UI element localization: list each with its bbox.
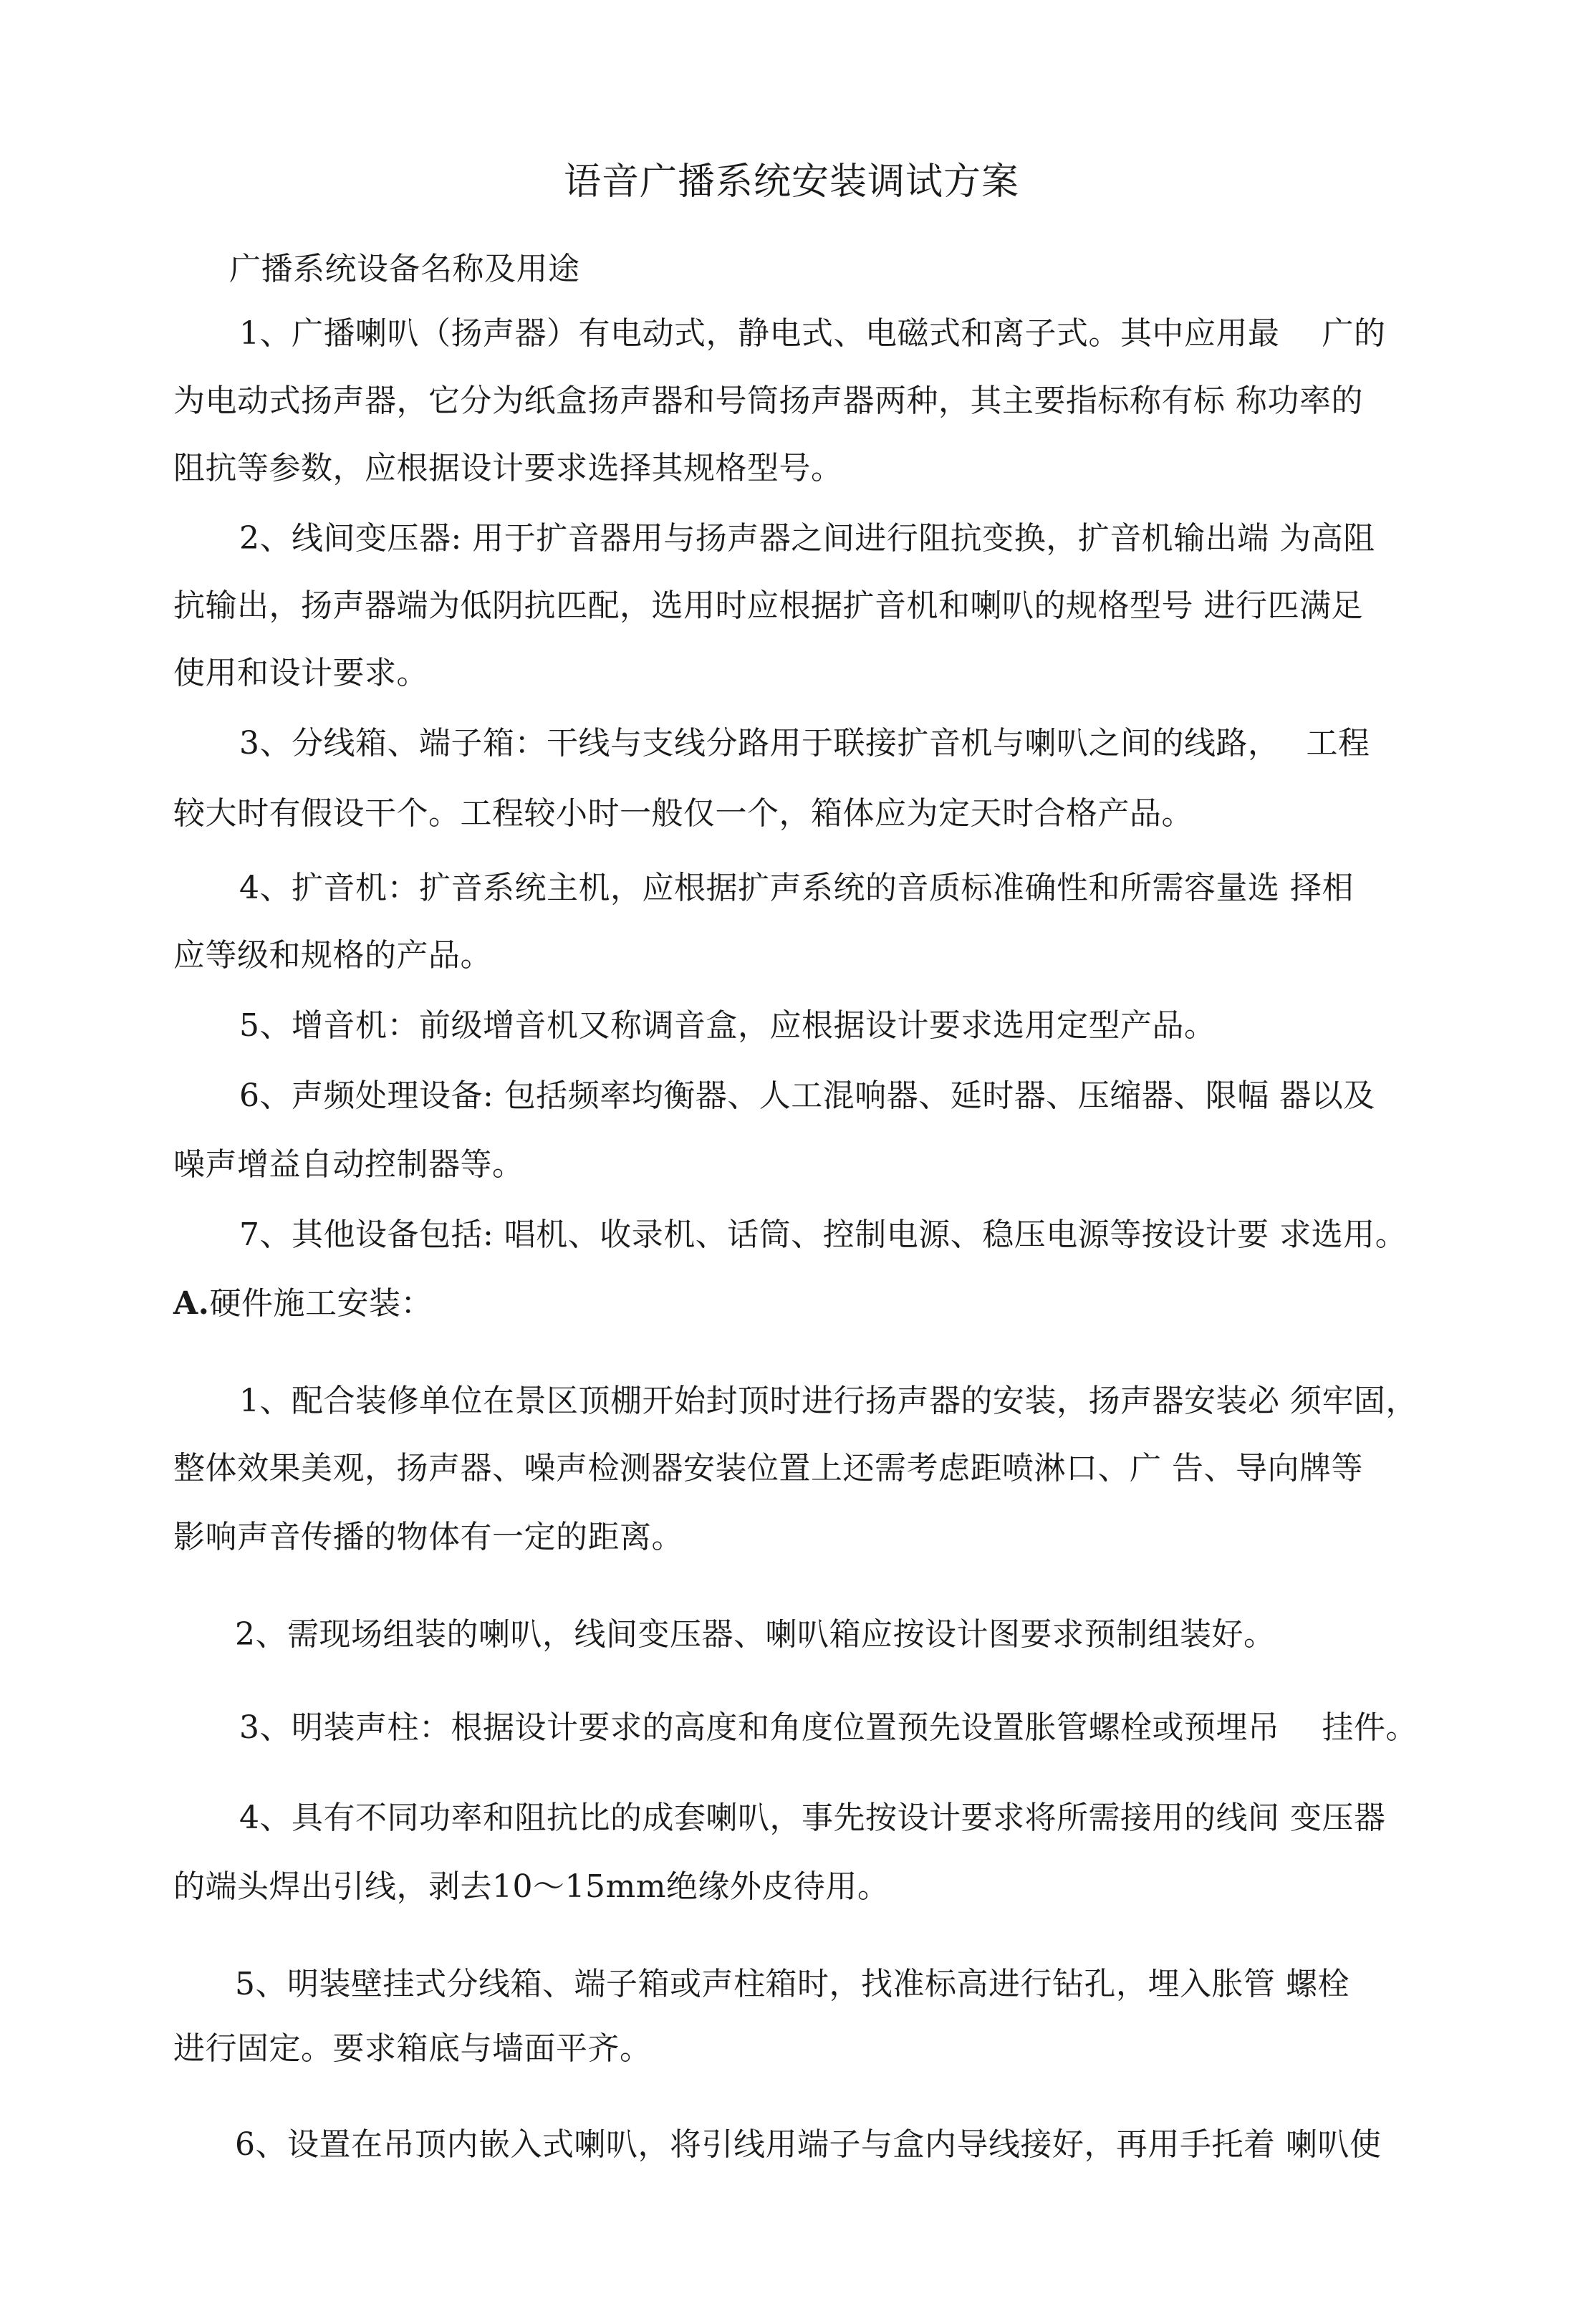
paragraph-line: 5、明装壁挂式分线箱、端子箱或声柱箱时，找准标高进行钻孔，埋入胀管 螺栓 — [235, 1966, 1349, 2002]
paragraph-line: 阻抗等参数，应根据设计要求选择其规格型号。 — [173, 450, 843, 486]
paragraph-line: 进行固定。要求箱底与墙面平齐。 — [173, 2030, 652, 2067]
paragraph-line: 7、其他设备包括: 唱机、收录机、话筒、控制电源、稳压电源等按设计要 求选用。 — [239, 1216, 1408, 1253]
paragraph-line: 使用和设计要求。 — [173, 655, 428, 691]
paragraph-line: 影响声音传播的物体有一定的距离。 — [173, 1519, 683, 1555]
paragraph-line: 1、配合装修单位在景区顶棚开始封顶时进行扬声器的安装，扬声器安装必 须牢固， — [239, 1383, 1418, 1419]
paragraph-line: 1、广播喇叭（扬声器）有电动式，静电式、电磁式和离子式。其中应用最 广的 — [239, 315, 1386, 352]
paragraph-line: 6、声频处理设备: 包括频率均衡器、人工混响器、延时器、压缩器、限幅 器以及 — [239, 1077, 1375, 1114]
subsection-heading — [173, 1284, 433, 1324]
paragraph-line: 应等级和规格的产品。 — [173, 937, 492, 974]
paragraph-line: 6、设置在吊顶内嵌入式喇叭，将引线用端子与盒内导线接好，再用手托着 喇叭使 — [235, 2126, 1382, 2163]
paragraph-line: 3、明装声柱：根据设计要求的高度和角度位置预先设置胀管螺栓或预埋吊 挂件。 — [239, 1709, 1418, 1746]
paragraph-line: 整体效果美观，扬声器、噪声检测器安装位置上还需考虑距喷淋口、广 告、导向牌等 — [173, 1450, 1363, 1487]
paragraph-line: 抗输出，扬声器端为低阴抗匹配，选用时应根据扩音机和喇叭的规格型号 进行匹满足 — [173, 587, 1363, 624]
paragraph-line: 噪声增益自动控制器等。 — [173, 1146, 524, 1183]
paragraph-line: 3、分线箱、端子箱：干线与支线分路用于联接扩音机与喇叭之间的线路， 工程 — [239, 725, 1370, 762]
paragraph-line: 为电动式扬声器，它分为纸盒扬声器和号筒扬声器两种，其主要指标称有标 称功率的 — [173, 383, 1363, 419]
paragraph-line: 2、线间变压器: 用于扩音器用与扬声器之间进行阻抗变换，扩音机输出端 为高阻 — [239, 520, 1375, 557]
subsection-heading-text: 硬件施工安装： — [209, 1285, 433, 1322]
document-title: 语音广播系统安装调试方案 — [563, 160, 1019, 203]
paragraph-line: 4、具有不同功率和阻抗比的成套喇叭，事先按设计要求将所需接用的线间 变压器 — [239, 1800, 1386, 1836]
section-heading: 广播系统设备名称及用途 — [229, 251, 580, 287]
paragraph-line: 的端头焊出引线，剥去10〜15mm绝缘外皮待用。 — [173, 1868, 890, 1905]
subsection-heading-prefix: A. — [173, 1285, 210, 1322]
paragraph-line: 4、扩音机：扩音系统主机，应根据扩声系统的音质标准确性和所需容量选 择相 — [239, 870, 1354, 906]
paragraph-line: 5、增音机：前级增音机又称调音盒，应根据设计要求选用定型产品。 — [239, 1007, 1216, 1044]
paragraph-line: 2、需现场组装的喇叭，线间变压器、喇叭箱应按设计图要求预制组装好。 — [235, 1616, 1276, 1653]
paragraph-line: 较大时有假设干个。工程较小时一般仅一个，箱体应为定天时合格产品。 — [173, 795, 1193, 832]
